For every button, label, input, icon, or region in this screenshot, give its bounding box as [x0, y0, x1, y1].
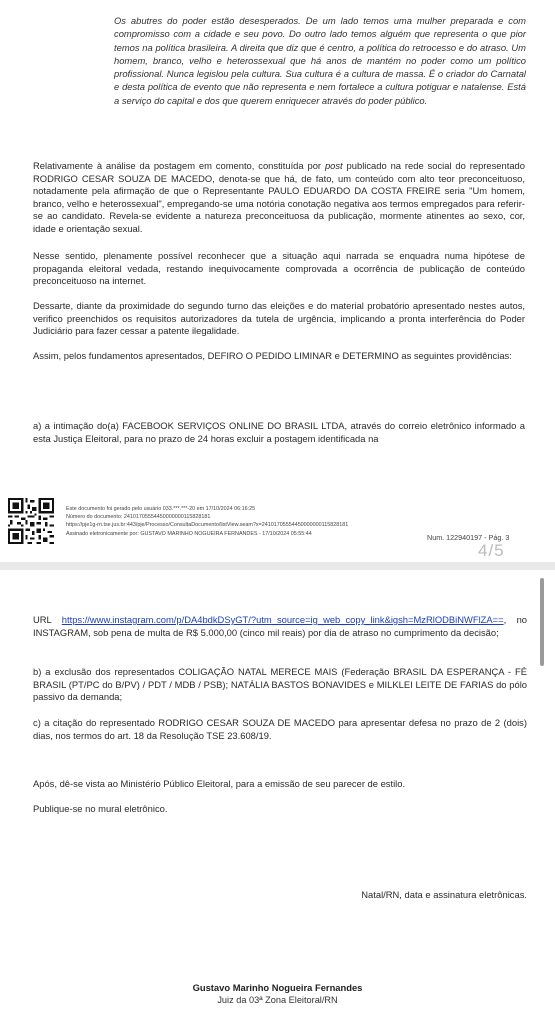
item-b-paragraph: b) a exclusão dos representados COLIGAÇÃO NATAL MERECE MAIS (Federação BRASIL DA ESPERANÇA - FÉ BRASIL (PT/PC do B/PV) / PDT / MDB / PSB); NATÁLIA BASTOS BONAVIDES e MILKLEI LEITE DE FARIAS do pólo passivo da demanda; — [33, 666, 527, 703]
propaganda-paragraph: Nesse sentido, plenamente possível reconhecer que a situação aqui narrada se enquadra numa hipótese de propaganda eleitoral vedada, restando inequivocamente comprovada a ocorrência de publicação de conteúdo preconceituoso na internet. — [33, 250, 525, 287]
document-metadata — [66, 505, 466, 538]
quoted-post-text: Os abutres do poder estão desesperados. De um lado temos uma mulher preparada e com compromisso com a cidade e seu povo. Do outro lado temos alguém que representa o que pior temos na política brasileira. A direita que diz que é centro, a política do retrocesso e do atraso. Um homem, branco, velho e heterossexual que há anos de mantém no poder como um político profissional. Nunca legislou pela cultura. Sua cultura é a cultura de massa. É o criador do Carnatal e desta política de evento que não representa e nem fortalece a cultura potiguar e natalense. Está a serviço do capital e dos que querem enriquecer através do poder público. — [114, 15, 526, 106]
ministry-vista-paragraph: Após, dê-se vista ao Ministério Público Eleitoral, para a emissão de seu parecer de estilo. — [33, 778, 406, 789]
vertical-scrollbar[interactable] — [540, 578, 544, 666]
post-term: post — [324, 160, 343, 171]
url-prefix: URL — [33, 614, 62, 625]
signer-name: Gustavo Marinho Nogueira Fernandes — [192, 982, 363, 993]
url-suffix: , no INSTAGRAM, sob pena de multa de R$ 5.000,00 (cinco mil reais) por dia de atraso no cumprimento da decisão; — [33, 614, 527, 638]
place-date-line: Natal/RN, data e assinatura eletrônicas. — [361, 889, 527, 900]
decision-paragraph: Assim, pelos fundamentos apresentados, DEFIRO O PEDIDO LIMINAR e DETERMINO as seguintes providências: — [33, 350, 512, 361]
document-page-4 — [0, 570, 555, 1024]
document-number-line: Número do documento: 24101705554450000000115828181 — [66, 514, 211, 521]
viewer-page-counter: 4/5 — [478, 541, 505, 560]
url-paragraph — [33, 614, 527, 639]
signed-by-line: Assinado eletronicamente por: GUSTAVO MARINHO NOGUEIRA FERNANDES - 17/10/2024 05:55:44 — [66, 530, 312, 537]
item-c-paragraph: c) a citação do representado RODRIGO CESAR SOUZA DE MACEDO para apresentar defesa no prazo de 2 (dois) dias, nos termos do art. 18 da Resolução TSE 23.608/19. — [33, 717, 527, 741]
publication-paragraph: Publique-se no mural eletrônico. — [33, 803, 168, 814]
consult-url-line[interactable]: https://pje1g-rn.tse.jus.br:443/pje/Processo/ConsultaDocumento/listView.seam?x=24101705554450000000115828181 — [66, 522, 349, 529]
instagram-post-link[interactable]: https://www.instagram.com/p/DA4bdkDSyGT/?utm_source=ig_web_copy_link&igsh=MzRlODBiNWFlZA== — [61, 614, 504, 625]
page-number-label: Num. 122940197 - Pág. 3 — [427, 533, 510, 542]
qr-code-icon — [8, 498, 54, 544]
urgency-paragraph: Dessarte, diante da proximidade do segundo turno das eleições e do material probatório apresentado nestes autos, verifico preenchidos os requisitos autorizadores da tutela de urgência, implicando a pronta interferência do Poder Judiciário para fazer cessar a patente ilegalidade. — [33, 300, 525, 337]
item-a-paragraph: a) a intimação do(a) FACEBOOK SERVIÇOS ONLINE DO BRASIL LTDA, através do correio eletrônico informado a esta Justiça Eleitoral, para no prazo de 24 horas excluir a postagem identificada na — [33, 420, 525, 444]
analysis-text-start: Relativamente à análise da postagem em comento, constituída por — [33, 160, 325, 171]
signer-role: Juiz da 03ª Zona Eleitoral/RN — [217, 995, 338, 1005]
generated-by-line: Este documento foi gerado pelo usuário 033.***.***-20 em 17/10/2024 06:16:25 — [66, 506, 256, 512]
analysis-paragraph — [33, 160, 525, 236]
analysis-text-end: publicado na rede social do representado RODRIGO CESAR SOUZA DE MACEDO, denota-se que há, de fato, um conteúdo com alto teor preconceituoso, notadamente pela afirmação de que o Representante PAULO EDUARDO DA COSTA FREIRE seria "Um homem, branco, velho e heterossexual", empregando-se uma notória conotação negativa aos termos empregados para referir-se ao candidato. Revela-se evidente a natureza preconceituosa da publicação, mormente atinentes ao sexo, cor, idade e orientação sexual. — [33, 160, 525, 234]
